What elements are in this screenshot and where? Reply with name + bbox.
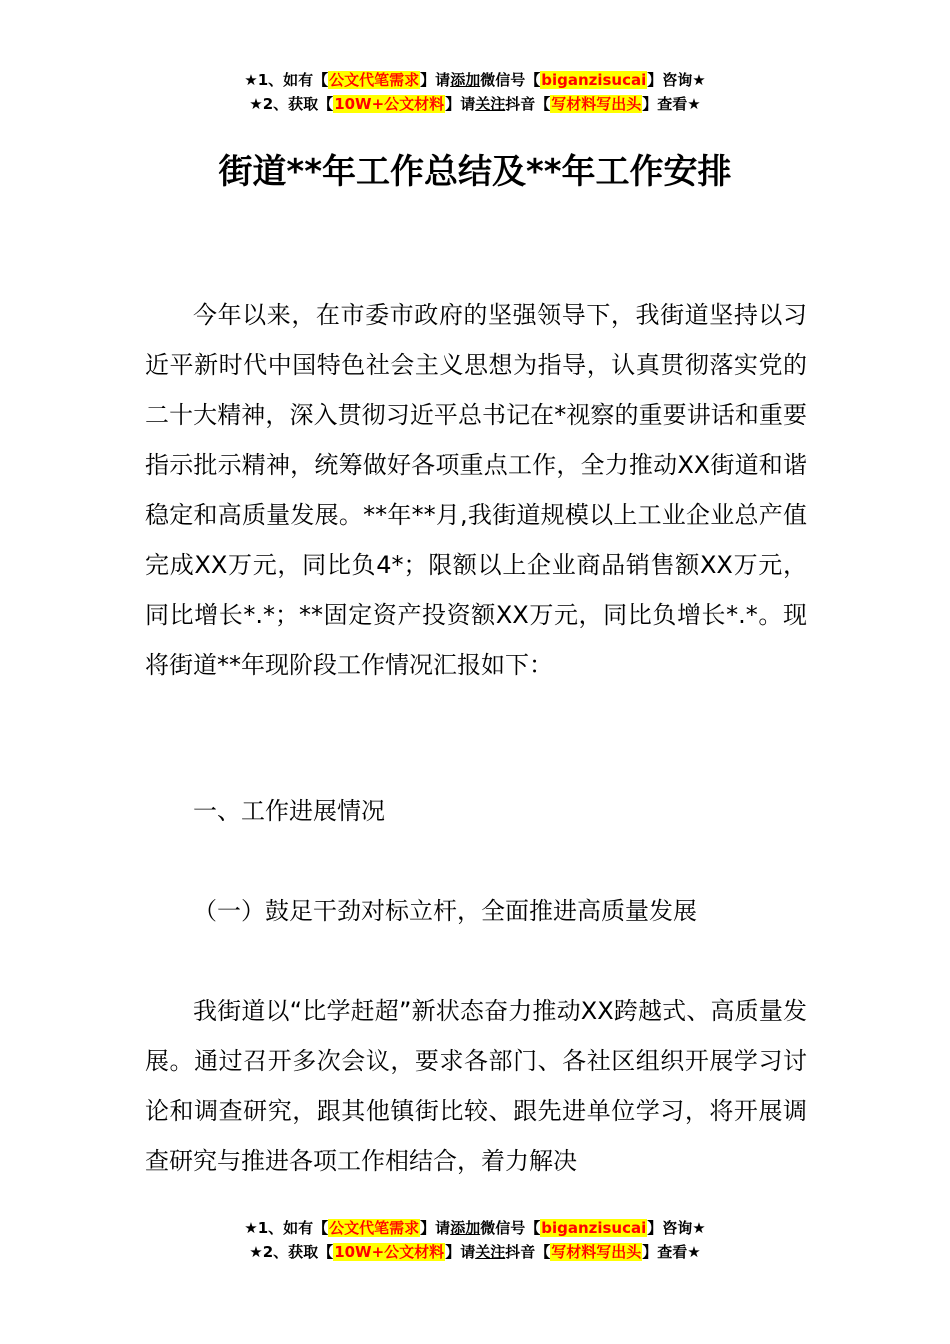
highlight-materials: 10W+公文材料 — [334, 95, 445, 113]
highlight-wechat-id: biganzisucai — [541, 1219, 647, 1237]
banner-line-2: ★2、获取【10W+公文材料】请关注抖音【写材料写出头】查看★ — [249, 1243, 701, 1261]
body-section-2 — [145, 986, 807, 1186]
heading-work-progress: 一、工作进展情况 — [193, 797, 385, 825]
heading-high-quality-development: （一）鼓足干劲对标立杆，全面推进高质量发展 — [193, 897, 697, 925]
highlight-douyin-id: 写材料写出头 — [551, 95, 642, 113]
intro-section — [145, 290, 807, 690]
highlight-materials: 10W+公文材料 — [334, 1243, 445, 1261]
highlight-service: 公文代笔需求 — [329, 1219, 420, 1237]
highlight-service: 公文代笔需求 — [329, 71, 420, 89]
banner-line-2: ★2、获取【10W+公文材料】请关注抖音【写材料写出头】查看★ — [249, 95, 701, 113]
footer-banner — [0, 1216, 950, 1264]
banner-line-1: ★1、如有【公文代笔需求】请添加微信号【biganzisucai】咨询★ — [244, 1219, 706, 1237]
body-paragraph-2: 我街道以“比学赶超”新状态奋力推动XX跨越式、高质量发展。通过召开多次会议，要求各部门、各社区组织开展学习讨论和调查研究，跟其他镇街比较、跟先进单位学习，将开展调查研究与推进各项工作相结合，着力解决 — [145, 997, 807, 1175]
header-banner — [0, 68, 950, 116]
section-heading-1 — [145, 786, 807, 836]
highlight-wechat-id: biganzisucai — [541, 71, 647, 89]
subsection-heading-1-1 — [145, 886, 807, 936]
intro-paragraph: 今年以来，在市委市政府的坚强领导下，我街道坚持以习近平新时代中国特色社会主义思想为指导，认真贯彻落实党的二十大精神，深入贯彻习近平总书记在*视察的重要讲话和重要指示批示精神，统筹做好各项重点工作，全力推动XX街道和谐稳定和高质量发展。**年**月,我街道规模以上工业企业总产值完成XX万元，同比负4*；限额以上企业商品销售额XX万元，同比增长*.*；**固定资产投资额XX万元，同比负增长*.*。现将街道**年现阶段工作情况汇报如下： — [145, 301, 807, 679]
banner-line-1: ★1、如有【公文代笔需求】请添加微信号【biganzisucai】咨询★ — [244, 71, 706, 89]
document-title: 街道**年工作总结及**年工作安排 — [218, 152, 732, 192]
highlight-douyin-id: 写材料写出头 — [551, 1243, 642, 1261]
